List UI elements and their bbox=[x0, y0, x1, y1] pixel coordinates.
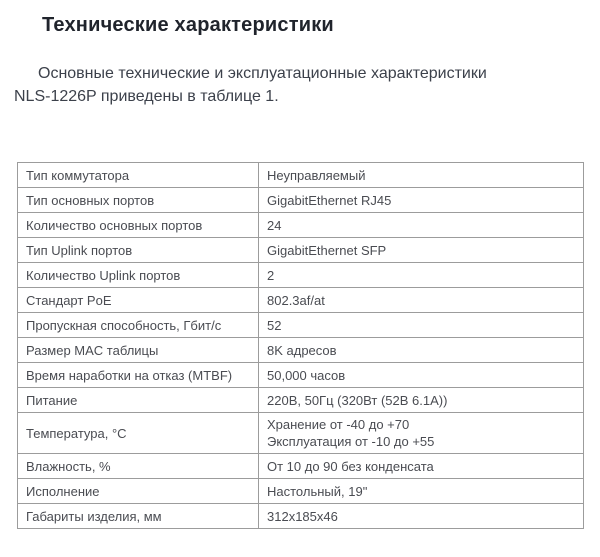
spec-value-line: 220В, 50Гц (320Вт (52В 6.1А)) bbox=[267, 392, 448, 408]
spec-param-cell: Тип основных портов bbox=[18, 188, 259, 213]
spec-value-line: Неуправляемый bbox=[267, 167, 366, 183]
specs-table-body bbox=[18, 163, 584, 529]
spec-param-cell: Пропускная способность, Гбит/с bbox=[18, 313, 259, 338]
spec-value-line: 24 bbox=[267, 217, 282, 233]
table-row bbox=[18, 313, 584, 338]
table-row bbox=[18, 479, 584, 504]
spec-param-cell: Количество основных портов bbox=[18, 213, 259, 238]
table-row bbox=[18, 504, 584, 529]
spec-value-cell bbox=[259, 504, 584, 529]
table-row bbox=[18, 288, 584, 313]
spec-value-cell bbox=[259, 163, 584, 188]
spec-value-line: Хранение от -40 до +70 bbox=[267, 417, 410, 432]
spec-value-line: 8K адресов bbox=[267, 342, 337, 358]
spec-param-cell: Размер MAC таблицы bbox=[18, 338, 259, 363]
spec-param-cell: Габариты изделия, мм bbox=[18, 504, 259, 529]
spec-value-cell bbox=[259, 454, 584, 479]
table-row bbox=[18, 388, 584, 413]
intro-paragraph-line-2: NLS-1226P приведены в таблице 1. bbox=[14, 88, 279, 105]
spec-value-cell bbox=[259, 413, 584, 454]
spec-param-cell: Тип Uplink портов bbox=[18, 238, 259, 263]
table-row bbox=[18, 238, 584, 263]
table-row bbox=[18, 454, 584, 479]
spec-value-cell bbox=[259, 363, 584, 388]
spec-value-line: 312x185x46 bbox=[267, 508, 338, 524]
spec-value-line: Эксплуатация от -10 до +55 bbox=[267, 434, 435, 449]
spec-param-cell: Влажность, % bbox=[18, 454, 259, 479]
spec-value-cell bbox=[259, 479, 584, 504]
spec-value-line: 2 bbox=[267, 267, 275, 283]
table-row bbox=[18, 263, 584, 288]
table-row bbox=[18, 163, 584, 188]
page-title: Технические характеристики bbox=[42, 14, 334, 36]
intro-paragraph-line-1: Основные технические и эксплуатационные характеристики bbox=[38, 65, 487, 82]
spec-value-cell bbox=[259, 263, 584, 288]
spec-value-cell bbox=[259, 238, 584, 263]
spec-value-line: GigabitEthernet SFP bbox=[267, 242, 387, 258]
spec-value-line: 52 bbox=[267, 317, 282, 333]
spec-param-cell: Питание bbox=[18, 388, 259, 413]
spec-param-cell: Количество Uplink портов bbox=[18, 263, 259, 288]
spec-param-cell: Время наработки на отказ (MTBF) bbox=[18, 363, 259, 388]
table-row bbox=[18, 413, 584, 454]
table-row bbox=[18, 188, 584, 213]
spec-value-cell bbox=[259, 213, 584, 238]
spec-param-cell: Температура, °C bbox=[18, 413, 259, 454]
spec-param-cell: Стандарт PoE bbox=[18, 288, 259, 313]
spec-value-cell bbox=[259, 288, 584, 313]
spec-value-line: GigabitEthernet RJ45 bbox=[267, 192, 392, 208]
spec-value-line: Настольный, 19" bbox=[267, 483, 368, 499]
spec-value-line: 802.3af/at bbox=[267, 292, 325, 308]
spec-value-line: 50,000 часов bbox=[267, 367, 346, 383]
spec-value-cell bbox=[259, 188, 584, 213]
spec-param-cell: Исполнение bbox=[18, 479, 259, 504]
spec-param-cell: Тип коммутатора bbox=[18, 163, 259, 188]
spec-value-cell bbox=[259, 388, 584, 413]
intro-paragraph bbox=[14, 62, 584, 108]
table-row bbox=[18, 338, 584, 363]
table-row bbox=[18, 213, 584, 238]
spec-value-cell bbox=[259, 338, 584, 363]
spec-value-line: От 10 до 90 без конденсата bbox=[267, 458, 434, 474]
table-row bbox=[18, 363, 584, 388]
specs-table bbox=[17, 162, 584, 529]
spec-value-cell bbox=[259, 313, 584, 338]
